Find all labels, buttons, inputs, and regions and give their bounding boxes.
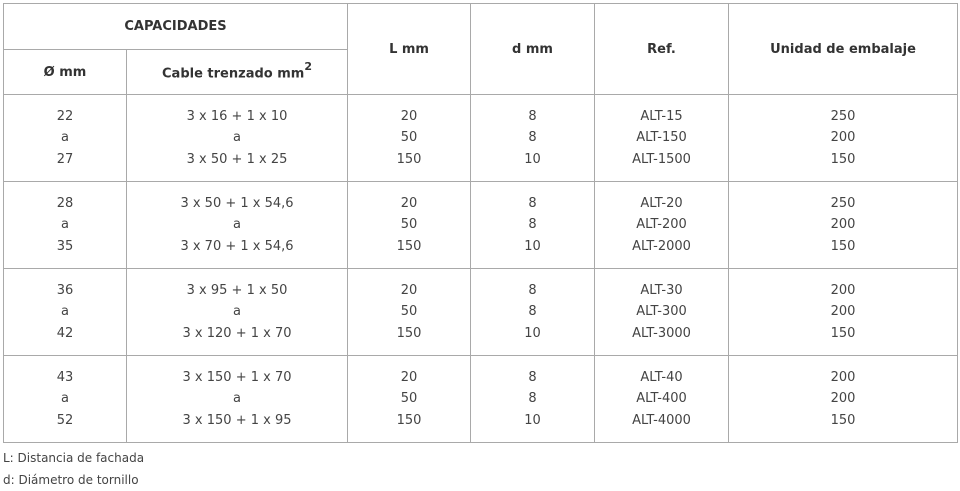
cell-line: 200 (830, 304, 856, 320)
cell-line: 3 x 95 + 1 x 50 (186, 282, 288, 298)
table-body (4, 95, 958, 443)
cell-line: 3 x 150 + 1 x 70 (182, 369, 292, 385)
cell-diam (4, 95, 127, 182)
cell-line: 3 x 70 + 1 x 54,6 (180, 238, 294, 254)
cell-unidad (729, 356, 958, 443)
cell-line: a (233, 217, 241, 233)
cell-line: 36 (56, 282, 74, 298)
header-l-mm: L mm (348, 4, 471, 95)
cell-line: 200 (830, 369, 856, 385)
cell-line: ALT-2000 (632, 238, 691, 254)
cell-line: 28 (56, 195, 74, 211)
cell-line: 52 (56, 412, 74, 428)
header-capacidades: CAPACIDADES (4, 4, 348, 50)
cell-line: ALT-1500 (632, 151, 691, 167)
cell-line: ALT-3000 (632, 325, 691, 341)
footnotes (3, 447, 144, 491)
cell-l (348, 356, 471, 443)
cell-ref (595, 269, 729, 356)
cell-line: a (61, 391, 69, 407)
cell-line: 10 (524, 412, 541, 428)
cell-line: 10 (524, 238, 541, 254)
cell-line: 8 (528, 369, 537, 385)
cell-ref (595, 182, 729, 269)
cell-line: a (61, 130, 69, 146)
cell-line: 20 (400, 369, 418, 385)
cell-line: 200 (830, 391, 856, 407)
cell-line: 3 x 120 + 1 x 70 (182, 325, 292, 341)
cell-line: a (233, 391, 241, 407)
cell-line: 8 (528, 304, 537, 320)
cell-diam (4, 182, 127, 269)
cell-d (471, 182, 595, 269)
cell-line: 8 (528, 217, 537, 233)
cell-line: ALT-15 (640, 108, 683, 124)
cell-cable (127, 356, 348, 443)
cell-line: 150 (396, 151, 422, 167)
cell-line: 3 x 150 + 1 x 95 (182, 412, 292, 428)
cell-line: 150 (396, 325, 422, 341)
cell-line: ALT-30 (640, 282, 683, 298)
cell-line: 43 (56, 369, 74, 385)
header-d-mm: d mm (471, 4, 595, 95)
note-l: L: Distancia de fachada (3, 451, 145, 465)
header-ref: Ref. (595, 4, 729, 95)
cell-d (471, 95, 595, 182)
cell-unidad (729, 95, 958, 182)
cell-line: 200 (830, 282, 856, 298)
header-cable-label: Cable trenzado mm (162, 66, 305, 82)
cell-line: 150 (830, 238, 856, 254)
cell-line: 8 (528, 282, 537, 298)
cell-line: 150 (396, 238, 422, 254)
table-row (4, 182, 958, 269)
note-d: d: Diámetro de tornillo (3, 473, 139, 487)
cell-line: 8 (528, 195, 537, 211)
cell-line: 250 (830, 108, 856, 124)
cell-line: 20 (400, 195, 418, 211)
cell-line: 150 (830, 325, 856, 341)
cell-line: ALT-200 (636, 217, 687, 233)
cell-line: ALT-4000 (632, 412, 691, 428)
cell-diam (4, 269, 127, 356)
cell-unidad (729, 182, 958, 269)
cell-line: 27 (56, 151, 74, 167)
cell-line: 3 x 50 + 1 x 54,6 (180, 195, 294, 211)
cell-line: 10 (524, 325, 541, 341)
cell-line: 250 (830, 195, 856, 211)
cell-line: 50 (400, 130, 418, 146)
cell-line: 50 (400, 217, 418, 233)
cell-line: 3 x 16 + 1 x 10 (186, 108, 288, 124)
cell-line: 8 (528, 391, 537, 407)
cell-line: a (233, 304, 241, 320)
table-header (4, 4, 958, 95)
cell-d (471, 356, 595, 443)
cell-l (348, 182, 471, 269)
cell-line: a (61, 217, 69, 233)
header-cable-trenzado (127, 50, 348, 95)
cell-cable (127, 95, 348, 182)
cell-line: 200 (830, 130, 856, 146)
cell-line: 20 (400, 282, 418, 298)
cell-l (348, 95, 471, 182)
cell-diam (4, 356, 127, 443)
cell-unidad (729, 269, 958, 356)
cell-line: ALT-300 (636, 304, 687, 320)
cell-line: 50 (400, 391, 418, 407)
cell-line: 22 (56, 108, 74, 124)
cell-ref (595, 356, 729, 443)
cell-line: 150 (396, 412, 422, 428)
capacities-table (3, 3, 958, 443)
cell-d (471, 269, 595, 356)
table-row (4, 356, 958, 443)
cell-cable (127, 182, 348, 269)
cell-line: 3 x 50 + 1 x 25 (186, 151, 288, 167)
cell-line: 35 (56, 238, 74, 254)
cell-line: ALT-400 (636, 391, 687, 407)
cell-line: 42 (56, 325, 74, 341)
cell-line: a (61, 304, 69, 320)
cell-line: a (233, 130, 241, 146)
cell-line: ALT-150 (636, 130, 687, 146)
cell-line: 200 (830, 217, 856, 233)
cell-line: 150 (830, 151, 856, 167)
header-cable-superscript: 2 (304, 60, 312, 74)
cell-cable (127, 269, 348, 356)
cell-line: ALT-20 (640, 195, 683, 211)
header-diametro: Ø mm (4, 50, 127, 95)
cell-line: 10 (524, 151, 541, 167)
header-unidad-embalaje: Unidad de embalaje (729, 4, 958, 95)
table-row (4, 95, 958, 182)
cell-line: 150 (830, 412, 856, 428)
table-row (4, 269, 958, 356)
cell-l (348, 269, 471, 356)
cell-line: ALT-40 (640, 369, 683, 385)
cell-line: 8 (528, 108, 537, 124)
cell-line: 50 (400, 304, 418, 320)
cell-line: 8 (528, 130, 537, 146)
cell-line: 20 (400, 108, 418, 124)
cell-ref (595, 95, 729, 182)
